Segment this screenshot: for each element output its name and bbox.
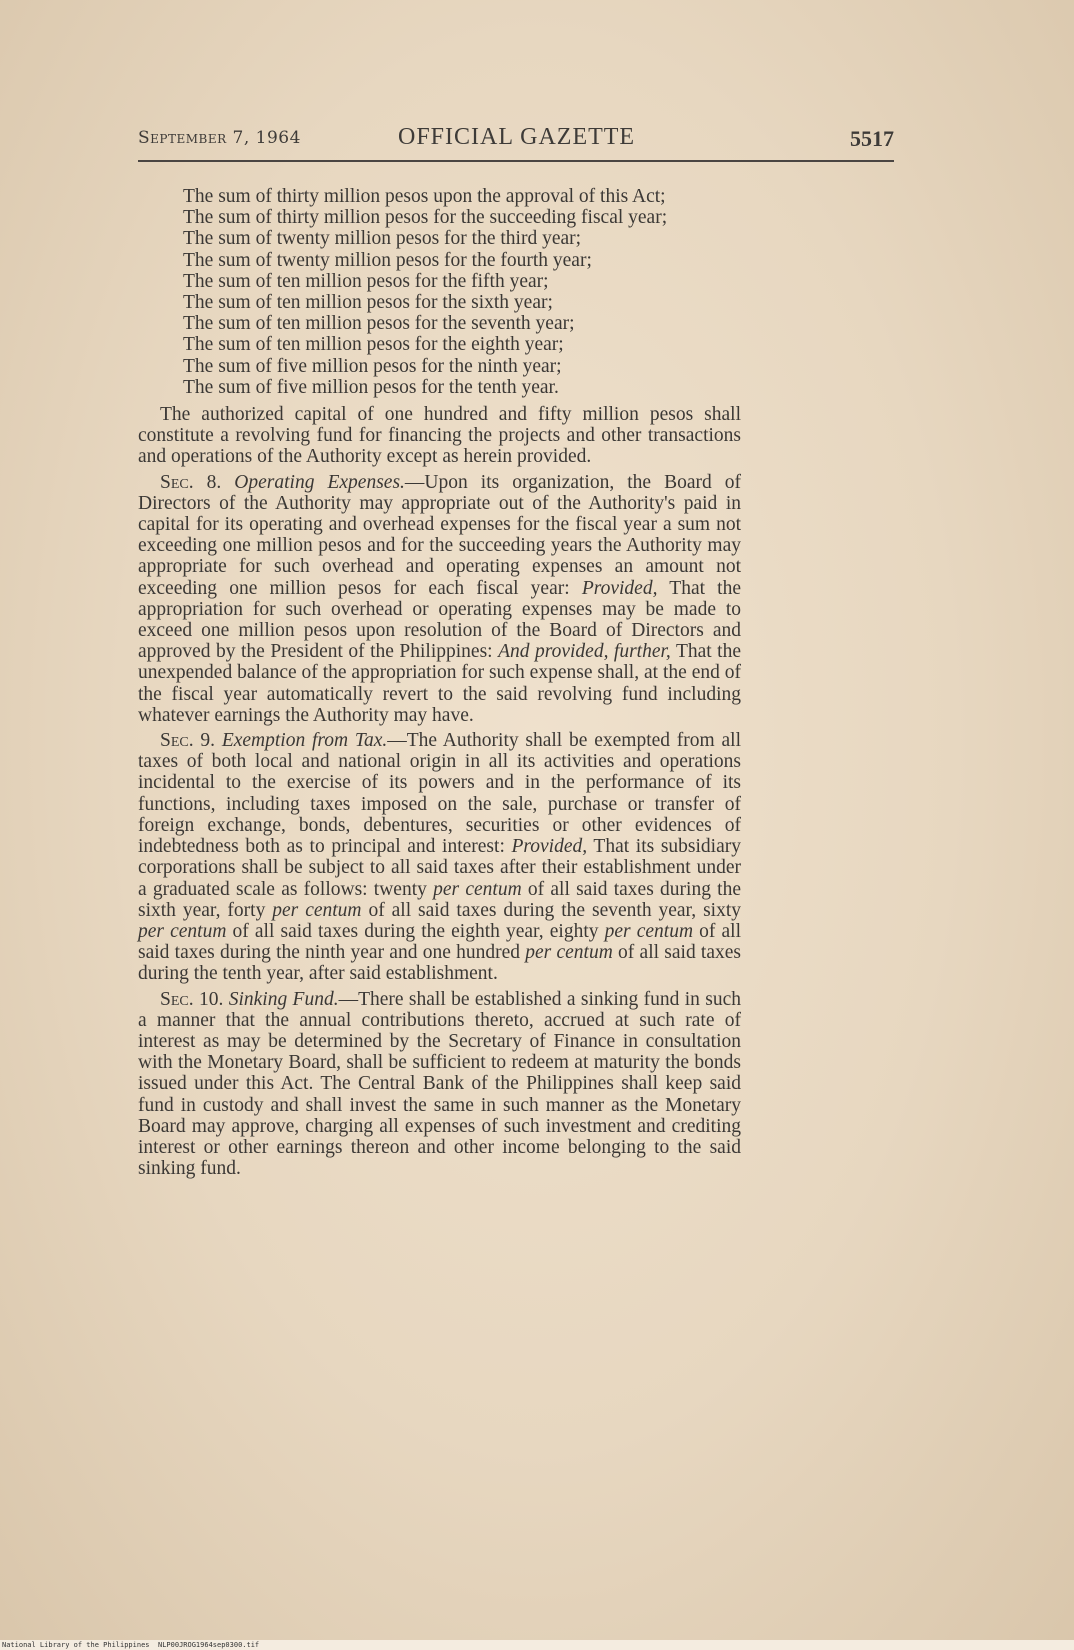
header-title: OFFICIAL GAZETTE — [398, 124, 636, 150]
section-heading: Exemption from Tax. — [221, 730, 388, 752]
schedule-item: The sum of ten million pesos for the sixth year; — [183, 292, 553, 314]
section-8: Sec. 8. Operating Expenses.—Upon its organization, the Board of Directors of the Authority may appropriate out of the Authority's paid in capital for its operating and overhead expenses for the fiscal year a sum not exceeding one million pesos and for the succeeding years the Authority may appropriate for such overhead and operating expenses an amount not exceeding one million pesos for each fiscal year: Provided, That the appropriation for such overhead or operating expenses may be made to exceed one million pesos upon resolution of the Board of Directors and approved by the President of the Philippines: And provided, further, That the unexpended balance of the appropriation for such expense shall, at the end of the fiscal year automatically revert to the said revolving fund including whatever earnings the Authority may have. — [138, 471, 742, 726]
schedule-item: The sum of twenty million pesos for the fourth year; — [183, 249, 592, 271]
scan-footer — [0, 1640, 1074, 1650]
schedule-item: The sum of ten million pesos for the seventh year; — [183, 313, 575, 335]
schedule-item: The sum of ten million pesos for the eighth year; — [183, 334, 564, 356]
section-9: Sec. 9. Exemption from Tax.—The Authority shall be exempted from all taxes of both local and national origin in all its activities and operations incidental to the exercise of its powers and in the performance of its functions, including taxes imposed on the sale, purchase or transfer of foreign exchange, bonds, debentures, securities or other evidences of indebtedness both as to principal and interest: Provided, That its subsidiary corporations shall be subject to all said taxes after their establishment under a graduated scale as follows: twenty per centum of all said taxes during the sixth year, forty per centum of all said taxes during the seventh year, sixty per centum of all said taxes during the eighth year, eighty per centum of all said taxes during the ninth year and one hundred per centum of all said taxes during the tenth year, after said establishment. — [138, 730, 742, 985]
capital-paragraph: The authorized capital of one hundred and fifty million pesos shall constitute a revolving fund for financing the projects and other transactions and operations of the Authority except as herein provided. — [138, 404, 741, 468]
schedule-item: The sum of ten million pesos for the fifth year; — [183, 270, 549, 292]
section-10: Sec. 10. Sinking Fund.—There shall be established a sinking fund in such a manner that the annual contributions thereto, accrued at such rate of interest as may be determined by the Secretary of Finance in consultation with the Monetary Board, shall be sufficient to redeem at maturity the bonds issued under this Act. The Central Bank of the Philippines shall keep said fund in custody and shall invest the same in such manner as the Monetary Board may approve, charging all expenses of such investment and crediting interest or other earnings thereon and other income belonging to the said sinking fund. — [138, 988, 741, 1180]
footer-filename: NLP00JROG1964sep0300.tif — [158, 1641, 260, 1649]
section-heading: Sinking Fund. — [228, 988, 339, 1010]
footer-library: National Library of the Philippines — [2, 1641, 150, 1649]
schedule-item: The sum of twenty million pesos for the third year; — [183, 228, 582, 250]
schedule-item: The sum of five million pesos for the ninth year; — [183, 355, 562, 377]
page-header — [138, 124, 894, 158]
header-page-number: 5517 — [850, 126, 894, 151]
header-rule — [138, 160, 894, 162]
section-label: Sec. 8. — [160, 471, 222, 493]
body-text — [138, 186, 741, 1179]
schedule-item: The sum of thirty million pesos upon the approval of this Act; — [183, 186, 666, 207]
section-label: Sec. 10. — [160, 988, 224, 1010]
header-date: September 7, 1964 — [138, 128, 301, 148]
payment-schedule — [138, 186, 741, 398]
schedule-item: The sum of five million pesos for the tenth year. — [183, 376, 559, 398]
section-label: Sec. 9. — [160, 730, 216, 752]
schedule-item: The sum of thirty million pesos for the succeeding fiscal year; — [183, 207, 668, 229]
section-heading: Operating Expenses. — [234, 471, 405, 493]
